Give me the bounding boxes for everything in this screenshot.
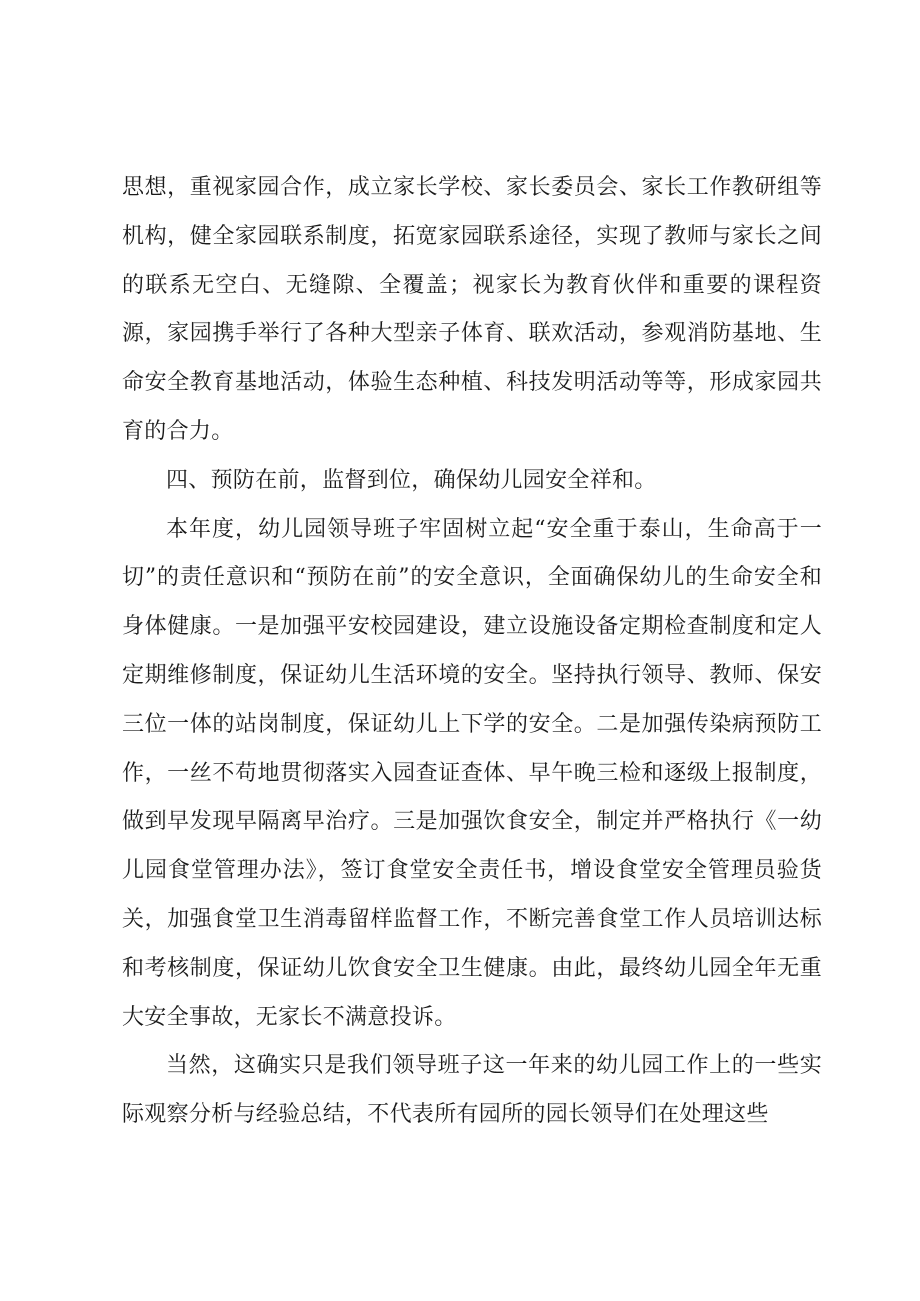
paragraph-continuation: 思想，重视家园合作，成立家长学校、家长委员会、家长工作教研组等机构，健全家园联系制度，拓宽家园联系途径，实现了教师与家长之间的联系无空白、无缝隙、全覆盖；视家长为教育伙伴和重要的课程资源，家园携手举行了各种大型亲子体育、联欢活动，参观消防基地、生命安全教育基地活动，体验生态种植、科技发明活动等等，形成家园共育的合力。 [122, 175, 822, 444]
paragraph-conclusion: 当然，这确实只是我们领导班子这一年来的幼儿园工作上的一些实际观察分析与经验总结，不代表所有园所的园长领导们在处理这些 [122, 1053, 822, 1128]
body-text [122, 164, 822, 1140]
paragraph-safety: 本年度，幼儿园领导班子牢固树立起“安全重于泰山，生命高于一切”的责任意识和“预防在前”的安全意识，全面确保幼儿的生命安全和身体健康。一是加强平安校园建设，建立设施设备定期检查制度和定人定期维修制度，保证幼儿生活环境的安全。坚持执行领导、教师、保安三位一体的站岗制度，保证幼儿上下学的安全。二是加强传染病预防工作，一丝不苟地贯彻落实入园查证查体、早午晚三检和逐级上报制度，做到早发现早隔离早治疗。三是加强饮食安全，制定并严格执行《一幼儿园食堂管理办法》，签订食堂安全责任书，增设食堂安全管理员验货关，加强食堂卫生消毒留样监督工作，不断完善食堂工作人员培训达标和考核制度，保证幼儿饮食安全卫生健康。由此，最终幼儿园全年无重大安全事故，无家长不满意投诉。 [122, 516, 822, 1030]
section-heading-four: 四、预防在前，监督到位，确保幼儿园安全祥和。 [166, 467, 657, 493]
